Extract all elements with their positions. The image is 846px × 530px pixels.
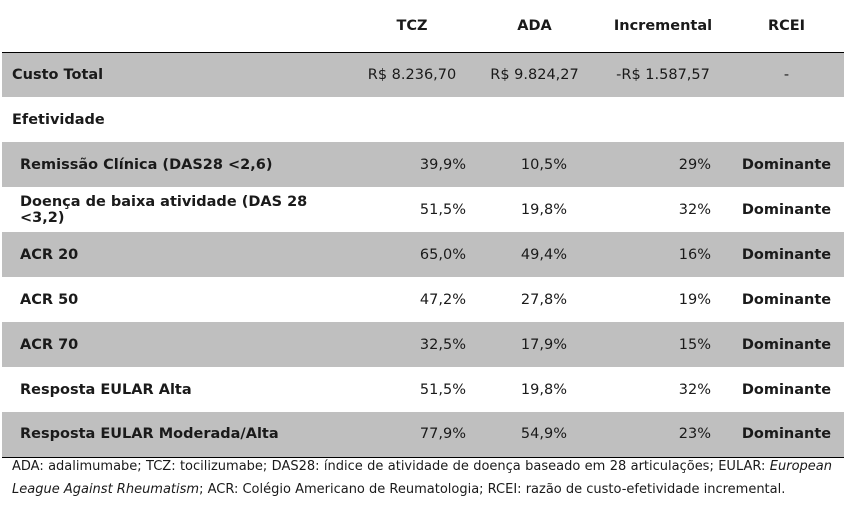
row-label: ACR 70 — [2, 322, 352, 367]
row-incremental: 19% — [678, 291, 711, 308]
row-ada: 17,9% — [472, 322, 597, 367]
row-ada: 54,9% — [472, 412, 597, 457]
row-tcz: 51,5% — [419, 381, 466, 398]
custo-total-tcz: R$ 8.236,70 — [352, 52, 472, 97]
row-ada: 10,5% — [472, 142, 597, 187]
footnote-text-1: ADA: adalimumabe; TCZ: tocilizumabe; DAS28: índice de atividade de doença baseado em 28 articulações; EULAR: — [12, 459, 766, 474]
cost-effectiveness-table — [2, 0, 844, 458]
header-ada: ADA — [472, 0, 597, 52]
table-row — [2, 412, 844, 457]
row-incremental: 15% — [597, 322, 729, 367]
table-row — [2, 277, 844, 322]
empty-cell — [729, 97, 844, 142]
row-rcei: Dominante — [729, 232, 844, 277]
row-label: Doença de baixa atividade (DAS 28 <3,2) — [20, 193, 308, 226]
table-header-row — [2, 0, 844, 52]
custo-total-label: Custo Total — [2, 52, 352, 97]
footnote-text-2: ; ACR: Colégio Americano de Reumatologia; RCEI: razão de custo-efetividade incremental. — [199, 482, 786, 497]
row-rcei: Dominante — [741, 381, 832, 398]
custo-total-incremental: -R$ 1.587,57 — [597, 52, 729, 97]
custo-total-ada: R$ 9.824,27 — [472, 52, 597, 97]
row-efetividade-heading — [2, 97, 844, 142]
row-tcz: 77,9% — [352, 412, 472, 457]
table-footnote — [12, 455, 832, 501]
row-label: Remissão Clínica (DAS28 <2,6) — [2, 142, 352, 187]
empty-cell — [597, 97, 729, 142]
row-label: Resposta EULAR Alta — [20, 381, 192, 398]
empty-cell — [472, 97, 597, 142]
row-incremental: 23% — [597, 412, 729, 457]
row-label: ACR 20 — [2, 232, 352, 277]
header-empty — [2, 0, 352, 52]
row-rcei: Dominante — [729, 322, 844, 367]
row-tcz: 32,5% — [352, 322, 472, 367]
row-tcz: 39,9% — [352, 142, 472, 187]
header-tcz: TCZ — [352, 0, 472, 52]
footnote-italic-text: European League Against Rheumatism — [12, 459, 832, 497]
row-incremental: 29% — [597, 142, 729, 187]
table-row — [2, 232, 844, 277]
row-tcz: 51,5% — [419, 201, 466, 218]
table-row — [2, 367, 844, 412]
table-row — [2, 187, 844, 232]
row-incremental: 16% — [597, 232, 729, 277]
row-ada: 49,4% — [472, 232, 597, 277]
empty-cell — [352, 97, 472, 142]
row-incremental: 32% — [678, 201, 711, 218]
table-row — [2, 322, 844, 367]
table-container — [2, 0, 844, 458]
row-tcz: 65,0% — [352, 232, 472, 277]
table-row — [2, 142, 844, 187]
efetividade-label: Efetividade — [12, 111, 105, 128]
row-incremental: 32% — [678, 381, 711, 398]
row-rcei: Dominante — [729, 142, 844, 187]
row-label: Resposta EULAR Moderada/Alta — [2, 412, 352, 457]
row-ada: 19,8% — [520, 381, 567, 398]
header-incremental: Incremental — [597, 0, 729, 52]
row-ada: 27,8% — [520, 291, 567, 308]
row-label: ACR 50 — [20, 291, 79, 308]
row-tcz: 47,2% — [419, 291, 466, 308]
custo-total-rcei: - — [729, 52, 844, 97]
row-custo-total — [2, 52, 844, 97]
row-rcei: Dominante — [729, 412, 844, 457]
row-rcei: Dominante — [741, 201, 832, 218]
header-rcei: RCEI — [729, 0, 844, 52]
row-rcei: Dominante — [741, 291, 832, 308]
row-ada: 19,8% — [520, 201, 567, 218]
